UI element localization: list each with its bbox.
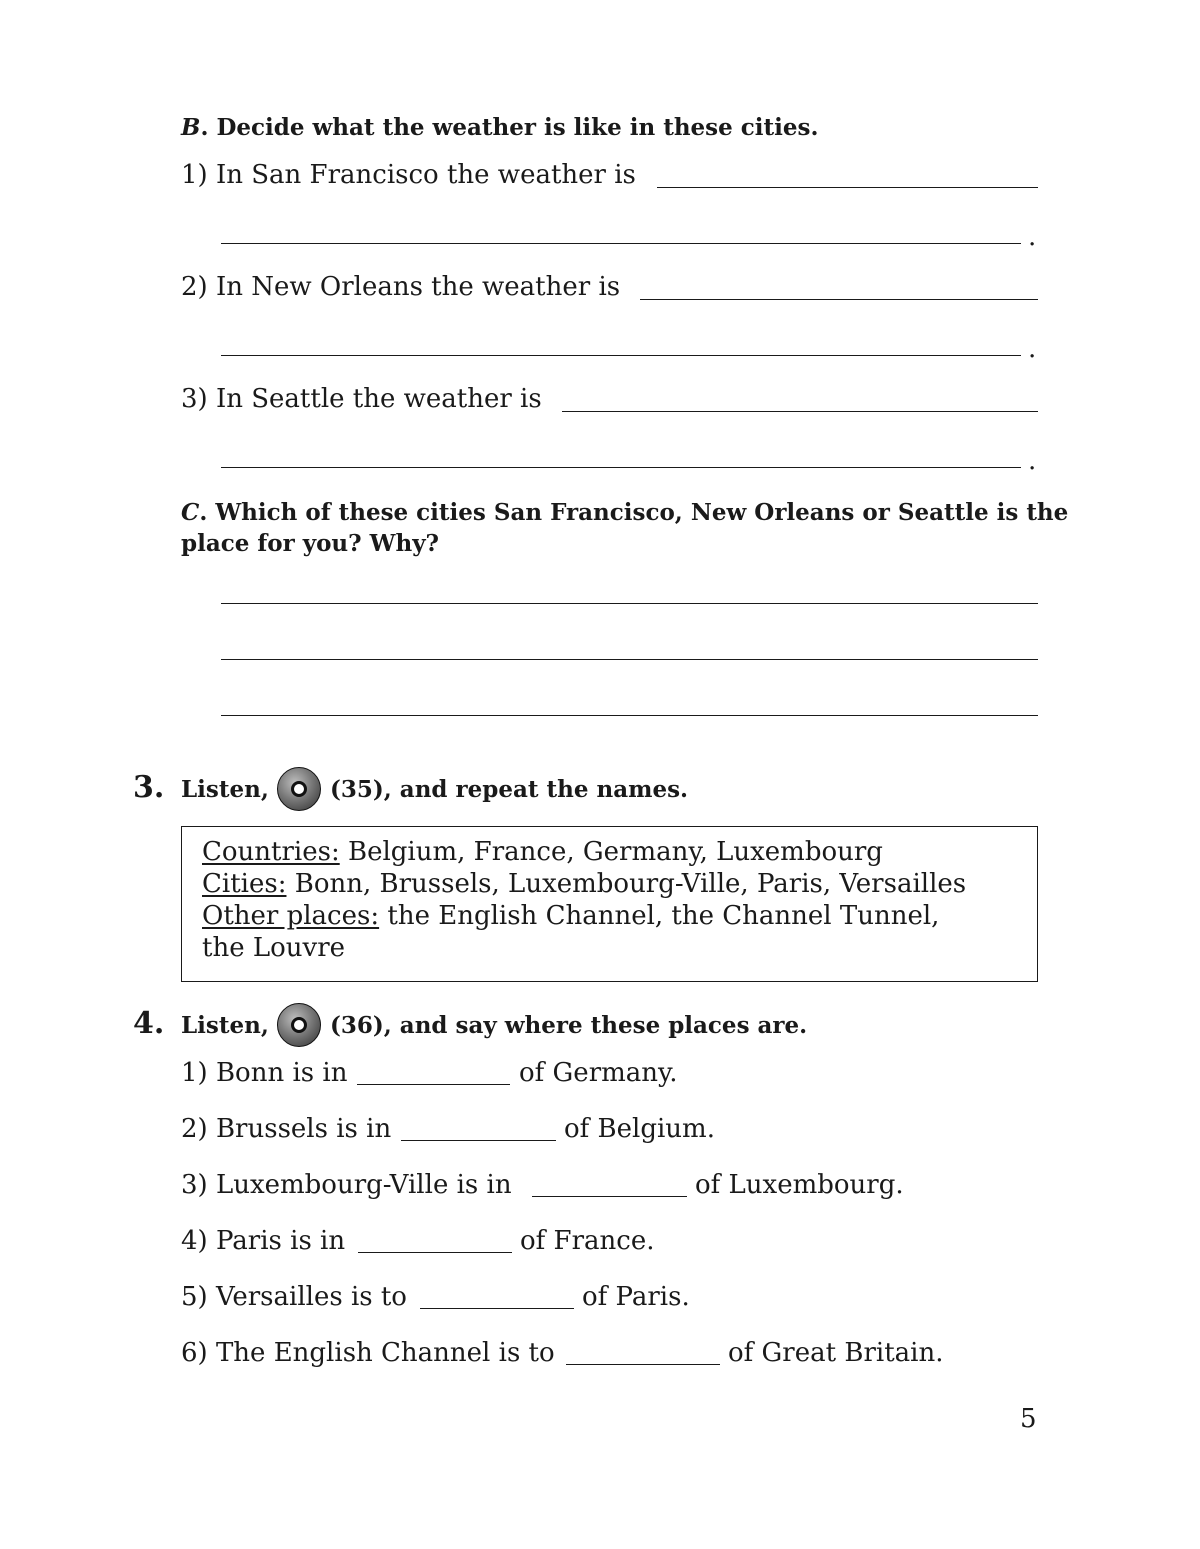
answer-line-c1[interactable] [221,603,1038,604]
cities-line [202,869,966,899]
blank-line-3[interactable] [532,1196,687,1197]
exercise-3-prefix: Listen, [181,776,269,803]
exercise-4-item-2-before: 2) Brussels is in [181,1114,392,1144]
names-box [181,826,1038,982]
section-b-item-2: 2) In New Orleans the weather is [181,272,621,302]
countries-list: Belgium, France, Germany, Luxembourg [339,837,883,867]
other-places-continued: the Louvre [202,933,346,963]
exercise-4-item-6-before: 6) The English Channel is to [181,1338,555,1368]
section-b-instruction-text: . Decide what the weather is like in these cities. [200,114,819,141]
other-places-line [202,901,939,931]
exercise-4-item-4-after: of France. [520,1226,655,1256]
answer-line-b1b[interactable] [221,243,1021,244]
cd-icon[interactable] [277,767,321,811]
blank-line-6[interactable] [566,1364,720,1365]
section-b-letter: B [181,114,201,141]
exercise-4-item-5-after: of Paris. [582,1282,690,1312]
exercise-4-item-5-before: 5) Versailles is to [181,1282,407,1312]
answer-line-c3[interactable] [221,715,1038,716]
section-b-item-1: 1) In San Francisco the weather is [181,160,636,190]
exercise-4-item-1-after: of Germany. [519,1058,678,1088]
answer-line-b2b[interactable] [221,355,1021,356]
section-b-instruction [181,112,818,143]
cd-icon[interactable] [277,1003,321,1047]
exercise-4-prefix: Listen, [181,1012,269,1039]
section-b-item-3: 3) In Seattle the weather is [181,384,542,414]
page-number: 5 [1020,1404,1037,1434]
section-c-line1: . Which of these cities San Francisco, New Orleans or Seattle is the [199,499,1069,526]
exercise-3-instruction: (35), and repeat the names. [330,776,689,803]
end-dot: . [1028,222,1037,252]
exercise-4-item-3-after: of Luxembourg. [695,1170,904,1200]
answer-line-c2[interactable] [221,659,1038,660]
answer-line-b2a[interactable] [640,299,1038,300]
blank-line-4[interactable] [358,1252,512,1253]
section-c-instruction [181,497,1069,559]
answer-line-b3b[interactable] [221,467,1021,468]
exercise-4-instruction: (36), and say where these places are. [330,1012,808,1039]
answer-line-b3a[interactable] [562,411,1038,412]
other-places-label: Other places: [202,901,380,931]
other-places-list: the English Channel, the Channel Tunnel, [379,901,940,931]
section-c-line2: place for you? Why? [181,530,440,557]
exercise-4-item-4-before: 4) Paris is in [181,1226,346,1256]
exercise-3-number: 3. [133,770,165,805]
end-dot: . [1028,446,1037,476]
cities-label: Cities: [202,869,287,899]
exercise-4-item-6-after: of Great Britain. [728,1338,944,1368]
answer-line-b1a[interactable] [657,187,1038,188]
cities-list: Bonn, Brussels, Luxembourg-Ville, Paris, Versailles [286,869,967,899]
end-dot: . [1028,334,1037,364]
blank-line-5[interactable] [420,1308,574,1309]
exercise-4-item-3-before: 3) Luxembourg-Ville is in [181,1170,512,1200]
exercise-4-item-1-before: 1) Bonn is in [181,1058,348,1088]
section-c-letter: C [181,499,200,526]
blank-line-2[interactable] [401,1140,556,1141]
countries-label: Countries: [202,837,340,867]
blank-line-1[interactable] [357,1084,510,1085]
countries-line [202,837,883,867]
exercise-4-item-2-after: of Belgium. [564,1114,715,1144]
exercise-4-number: 4. [133,1006,165,1041]
